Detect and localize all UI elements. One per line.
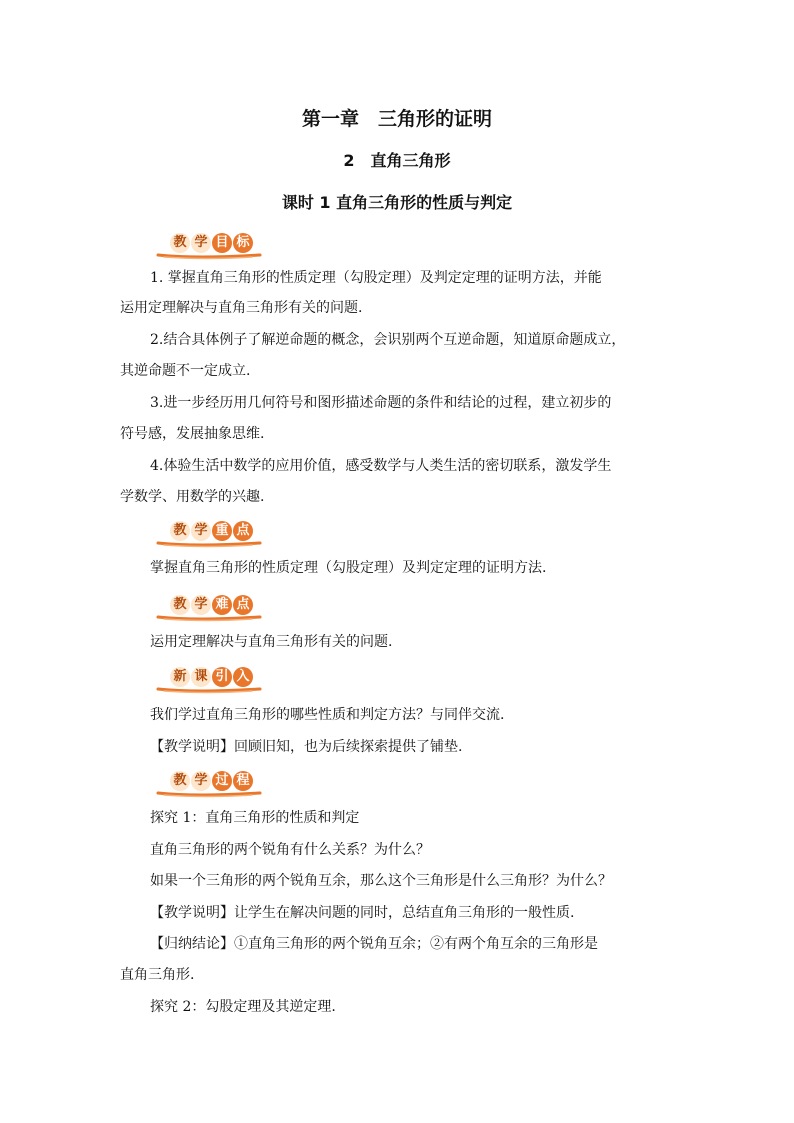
badge-char: 目 bbox=[212, 233, 232, 253]
conclusion-line-2: 直角三角形. bbox=[120, 967, 195, 983]
question-1: 直角三角形的两个锐角有什么关系？为什么？ bbox=[150, 842, 430, 858]
badge-char: 课 bbox=[191, 667, 211, 687]
goal-1-line-1: 1. 掌握直角三角形的性质定理（勾股定理）及判定定理的证明方法，并能 bbox=[150, 270, 602, 286]
question-2: 如果一个三角形的两个锐角互余，那么这个三角形是什么三角形？为什么？ bbox=[150, 873, 612, 889]
badge-char: 学 bbox=[191, 233, 211, 253]
badge-intro bbox=[156, 664, 266, 694]
badge-char: 难 bbox=[212, 595, 232, 615]
badge-char: 教 bbox=[170, 771, 190, 791]
chapter-title: 第一章 三角形的证明 bbox=[301, 108, 492, 130]
badge-char: 点 bbox=[233, 595, 253, 615]
explore-2-heading: 探究 2：勾股定理及其逆定理. bbox=[150, 999, 336, 1015]
badge-difficulty bbox=[156, 592, 266, 622]
badge-char: 教 bbox=[170, 521, 190, 541]
badge-char: 重 bbox=[212, 521, 232, 541]
difficulty-text: 运用定理解决与直角三角形有关的问题. bbox=[150, 634, 393, 650]
intro-question: 我们学过直角三角形的哪些性质和判定方法？与同伴交流. bbox=[150, 707, 505, 723]
badge-char: 点 bbox=[233, 521, 253, 541]
key-point-text: 掌握直角三角形的性质定理（勾股定理）及判定定理的证明方法. bbox=[150, 560, 547, 576]
badge-key-point bbox=[156, 518, 266, 548]
process-note: 【教学说明】让学生在解决问题的同时，总结直角三角形的一般性质. bbox=[150, 905, 575, 921]
badge-char: 教 bbox=[170, 233, 190, 253]
explore-1-heading: 探究 1：直角三角形的性质和判定 bbox=[150, 810, 360, 826]
badge-char: 过 bbox=[212, 771, 232, 791]
intro-note: 【教学说明】回顾旧知，也为后续探索提供了铺垫. bbox=[150, 739, 463, 755]
badge-char: 标 bbox=[233, 233, 253, 253]
goal-1-line-2: 运用定理解决与直角三角形有关的问题. bbox=[120, 300, 363, 316]
badge-teaching-goals bbox=[156, 230, 266, 260]
badge-char: 学 bbox=[191, 521, 211, 541]
goal-3-line-1: 3.进一步经历用几何符号和图形描述命题的条件和结论的过程，建立初步的 bbox=[150, 395, 612, 411]
badge-char: 程 bbox=[233, 771, 253, 791]
badge-char: 新 bbox=[170, 667, 190, 687]
badge-char: 学 bbox=[191, 595, 211, 615]
badge-char: 教 bbox=[170, 595, 190, 615]
goal-3-line-2: 符号感，发展抽象思维. bbox=[120, 426, 265, 442]
badge-char: 引 bbox=[212, 667, 232, 687]
goal-2-line-2: 其逆命题不一定成立. bbox=[120, 363, 251, 379]
goal-4-line-2: 学数学、用数学的兴趣. bbox=[120, 489, 265, 505]
badge-char: 入 bbox=[233, 667, 253, 687]
badge-char: 学 bbox=[191, 771, 211, 791]
goal-2-line-1: 2.结合具体例子了解逆命题的概念，会识别两个互逆命题，知道原命题成立， bbox=[150, 332, 626, 348]
goal-4-line-1: 4.体验生活中数学的应用价值，感受数学与人类生活的密切联系，激发学生 bbox=[150, 458, 612, 474]
conclusion-line-1: 【归纳结论】①直角三角形的两个锐角互余；②有两个角互余的三角形是 bbox=[150, 936, 598, 952]
section-title: 2 直角三角形 bbox=[343, 151, 451, 170]
badge-process bbox=[156, 768, 266, 798]
lesson-title: 课时 1 直角三角形的性质与判定 bbox=[281, 193, 513, 212]
